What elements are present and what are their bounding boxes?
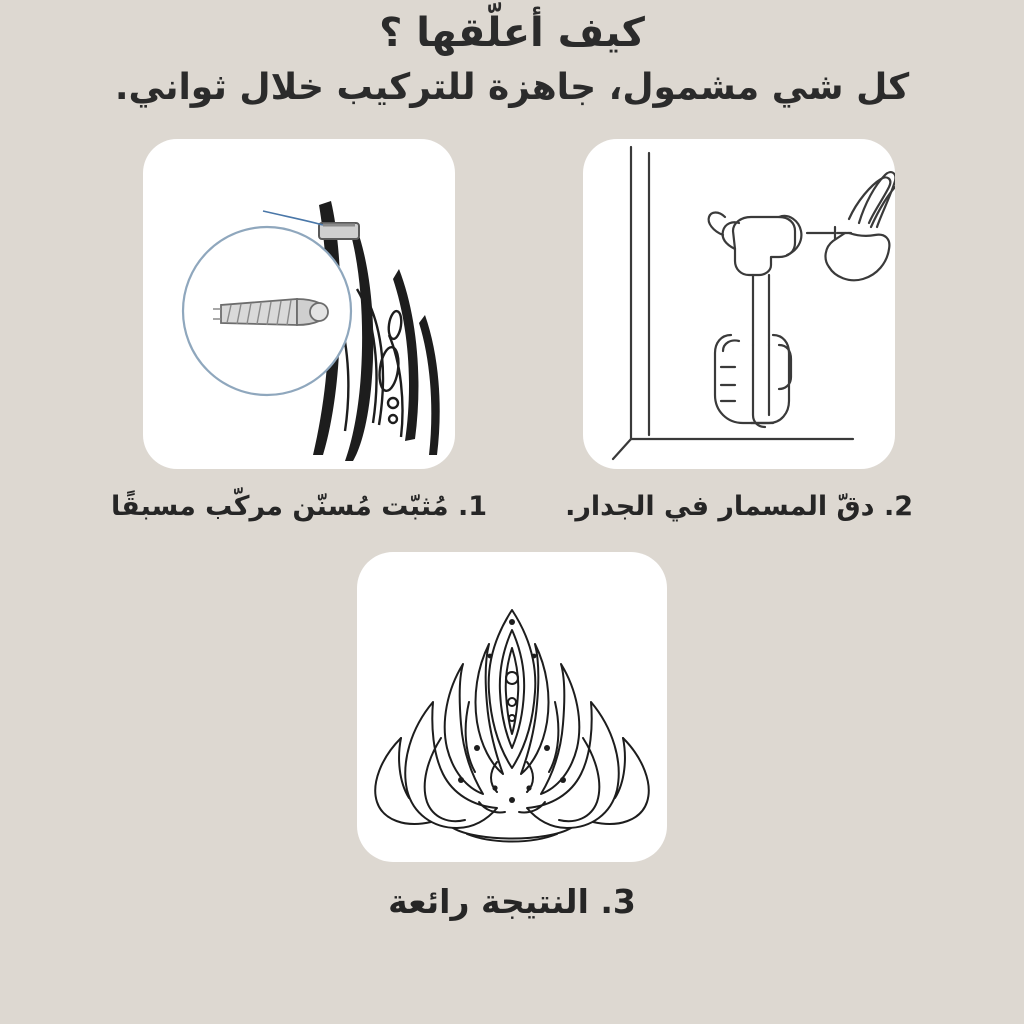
step-1-card: [143, 139, 455, 469]
step-3: [357, 552, 667, 921]
lotus-mandala-art-icon: [357, 552, 667, 862]
step-3-caption: 3. النتيجة رائعة: [388, 881, 636, 921]
step-2-card: [583, 139, 895, 469]
hammer-and-nail-icon: [583, 139, 895, 469]
headline-block: [32, 8, 992, 113]
steps-row: [0, 139, 1024, 522]
step-2: [565, 139, 913, 522]
headline-subtitle: كل شي مشمول، جاهزة للتركيب خلال ثواني.: [114, 67, 910, 108]
step-1-caption: 1. مُثبّت مُسنّن مركّب مسبقًا: [111, 490, 488, 522]
step-3-card: [357, 552, 667, 862]
step-2-caption: 2. دقّ المسمار في الجدار.: [565, 490, 913, 522]
headline-question: كيف أعلّقها ؟: [379, 10, 645, 56]
preinstalled-sawtooth-hanger-icon: [143, 139, 455, 469]
step-1: [111, 139, 487, 522]
